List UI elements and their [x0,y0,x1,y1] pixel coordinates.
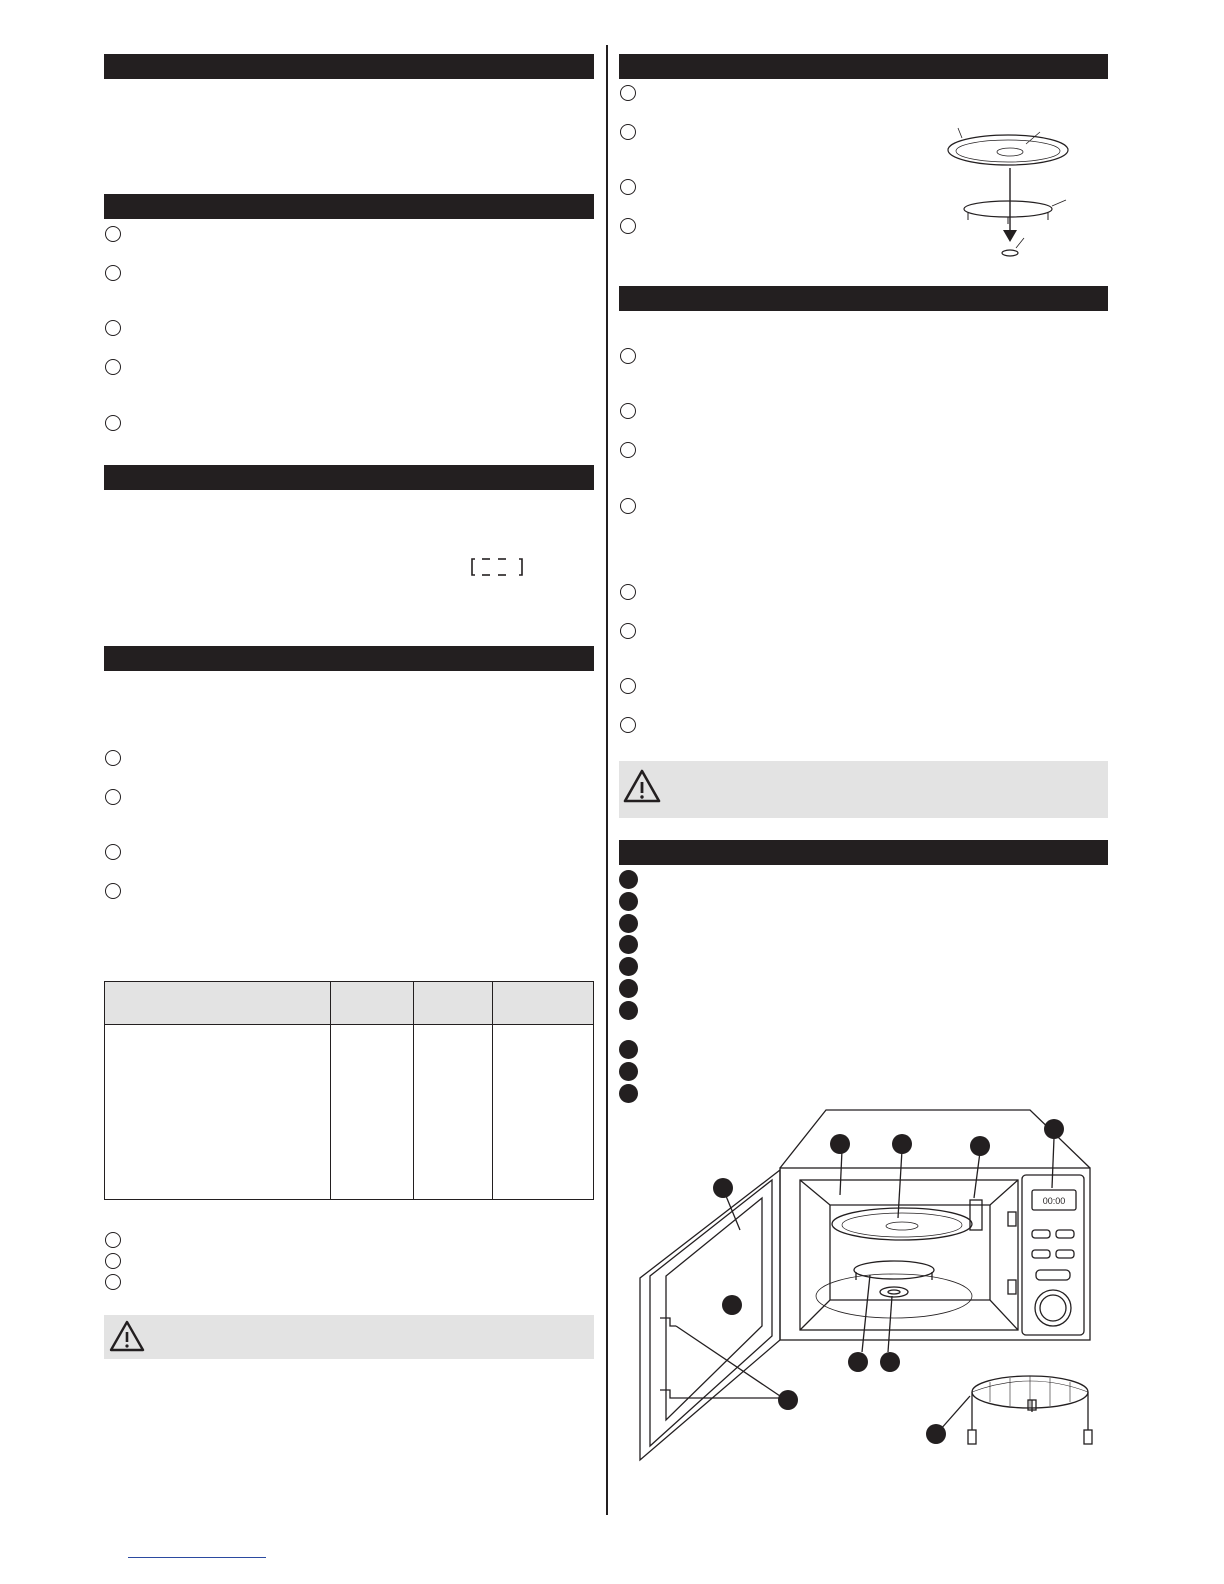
step-marker-icon [105,265,121,281]
step-marker-icon [105,844,121,860]
step-marker-icon [105,750,121,766]
warning-box-right [619,761,1108,818]
section-header-bar-2 [104,194,594,219]
part-marker-icon [619,1040,638,1059]
step-marker-icon [105,883,121,899]
step-marker-icon [105,320,121,336]
step-marker-icon [620,124,636,140]
step-marker-icon [620,403,636,419]
step-marker-icon [620,623,636,639]
part-marker-icon [619,870,638,889]
display-readout: 00:00 [1042,1196,1066,1206]
part-marker-icon [619,914,638,933]
microwave-parts-illustration [630,1100,1100,1470]
warning-box-left [104,1315,594,1359]
spec-table-header [105,982,593,1025]
step-marker-icon [105,415,121,431]
step-marker-icon [620,442,636,458]
section-header-bar-5 [619,54,1108,79]
step-marker-icon [620,678,636,694]
part-marker-icon [619,935,638,954]
column-divider [606,45,608,1515]
warning-triangle-icon [109,1319,145,1353]
part-marker-icon [619,1062,638,1081]
step-marker-icon [620,717,636,733]
step-marker-icon [620,218,636,234]
part-marker-icon [619,957,638,976]
step-marker-icon [620,498,636,514]
turntable-assembly-illustration [940,120,1080,270]
step-marker-icon [620,179,636,195]
part-marker-icon [619,979,638,998]
note-marker-icon [105,1253,121,1269]
note-marker-icon [105,1274,121,1290]
step-marker-icon [620,584,636,600]
part-marker-icon [619,1001,638,1020]
note-marker-icon [105,1232,121,1248]
step-marker-icon [105,359,121,375]
display-dashes-icon [470,557,524,577]
warning-triangle-icon [623,768,661,804]
section-header-bar-3 [104,465,594,490]
step-marker-icon [620,348,636,364]
section-header-bar-6 [619,286,1108,311]
part-marker-icon [619,892,638,911]
step-marker-icon [620,85,636,101]
section-header-bar-7 [619,840,1108,865]
spec-table [104,981,594,1200]
section-header-bar-1 [104,54,594,79]
step-marker-icon [105,226,121,242]
step-marker-icon [105,789,121,805]
footer-link-underline[interactable] [128,1557,266,1558]
section-header-bar-4 [104,646,594,671]
